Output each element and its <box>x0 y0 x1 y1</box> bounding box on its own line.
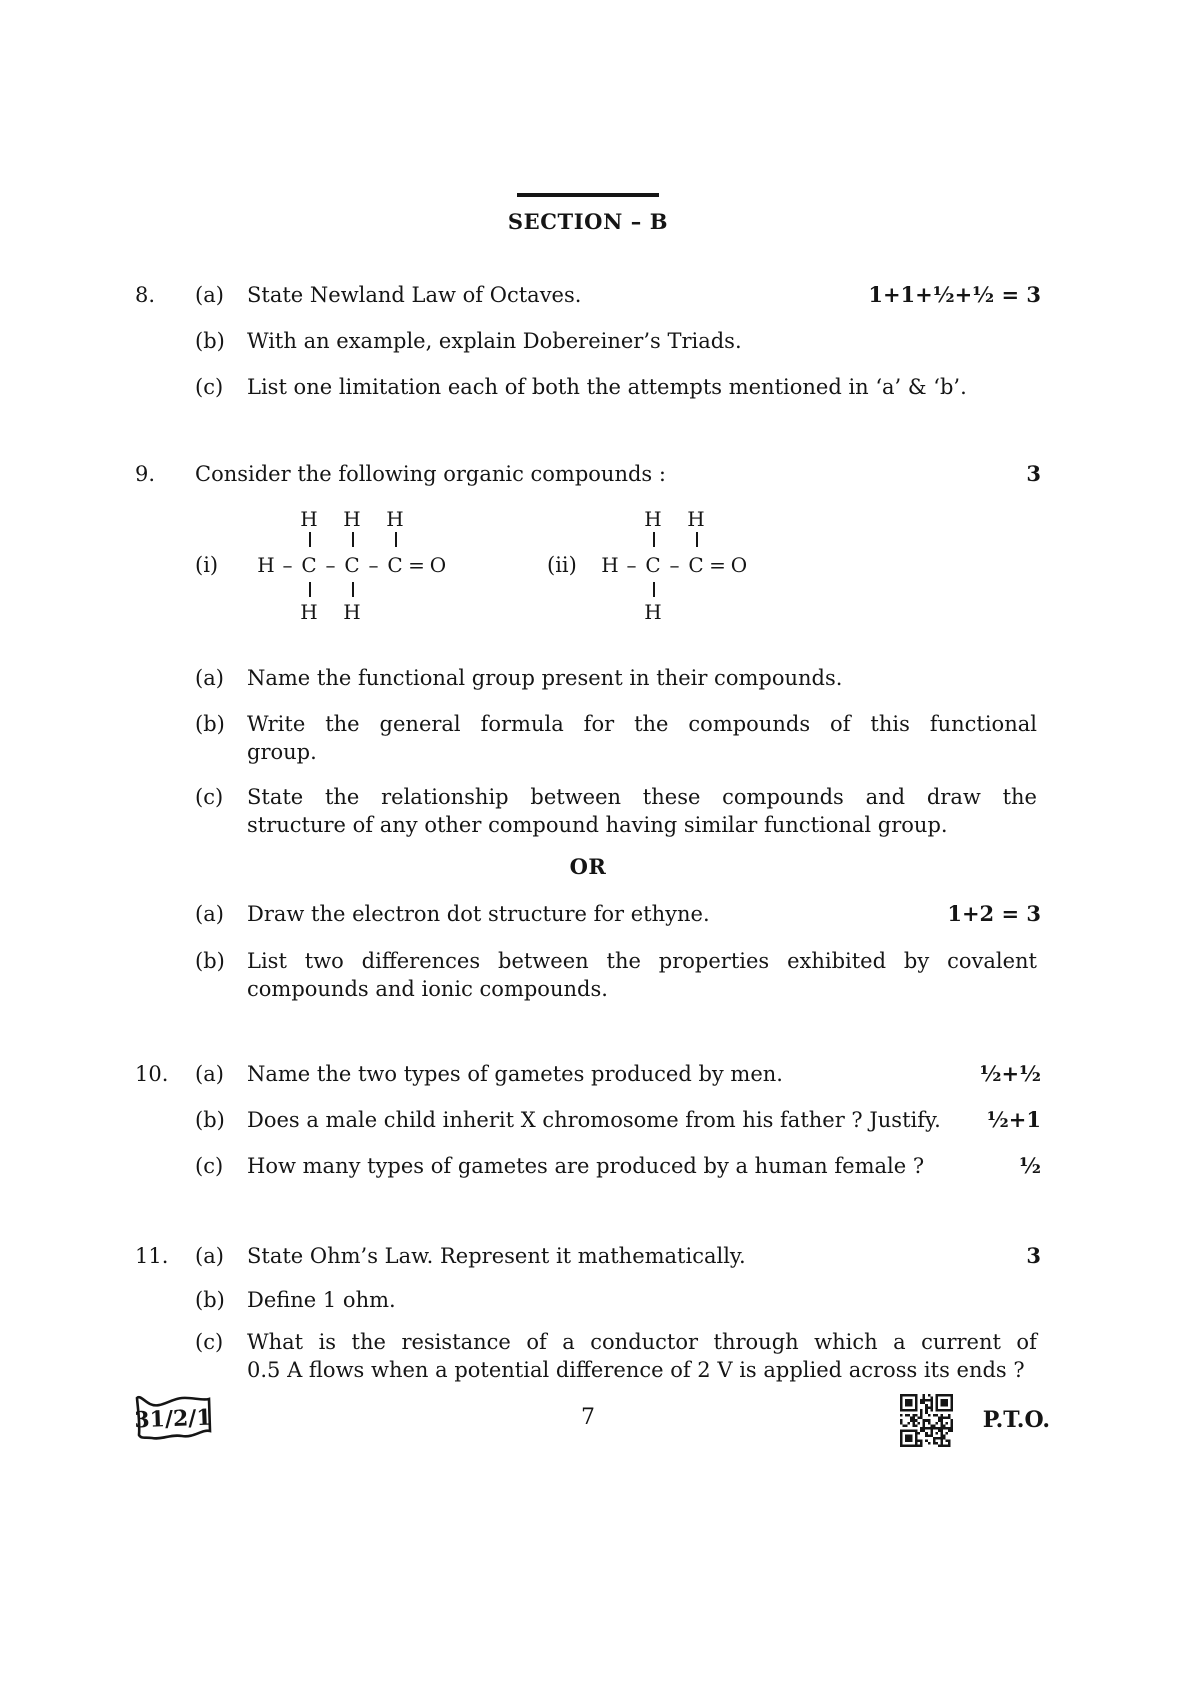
marks: 3 <box>1026 1242 1041 1268</box>
or-separator: OR <box>569 853 607 879</box>
question-11-part-c <box>135 1328 1041 1384</box>
qr-code <box>900 1394 953 1447</box>
question-8-part-b <box>135 327 1041 355</box>
question-9-part-c <box>135 783 1041 839</box>
question-11-part-a <box>135 1242 1041 1270</box>
part-label: (a) <box>195 1061 224 1086</box>
paper-code: 31/2/1 <box>133 1404 213 1434</box>
question-number: 10. <box>135 1061 169 1086</box>
question-8-part-c <box>135 373 1041 401</box>
page-number: 7 <box>581 1405 595 1430</box>
part-text: State the relationship between these compounds and draw the structure of any other compound having similar functional group. <box>247 784 1037 837</box>
part-text: Draw the electron dot structure for ethyne. <box>247 901 710 926</box>
part-text: Name the two types of gametes produced by men. <box>247 1061 783 1086</box>
part-label: (b) <box>195 711 225 736</box>
part-label: (b) <box>195 948 225 973</box>
marks: ½ <box>1019 1152 1041 1178</box>
part-label: (a) <box>195 901 224 926</box>
part-text: State Newland Law of Octaves. <box>247 282 582 307</box>
part-text: State Ohm’s Law. Represent it mathematically. <box>247 1243 746 1268</box>
question-9-stem <box>135 460 1041 488</box>
part-label: (c) <box>195 784 224 809</box>
part-label: (c) <box>195 1329 224 1354</box>
question-8-part-a <box>135 281 1041 309</box>
structure-i-propanal: H – H C H – H C H – H C = O <box>257 506 447 624</box>
question-number: 8. <box>135 282 156 307</box>
part-text: With an example, explain Dobereiner’s Triads. <box>247 328 742 353</box>
question-10-part-a <box>135 1060 1041 1088</box>
part-text: Define 1 ohm. <box>247 1287 396 1312</box>
question-11-part-b <box>135 1286 1041 1314</box>
question-9-or-part-a <box>135 900 1041 928</box>
part-label: (a) <box>195 1243 224 1268</box>
marks: ½+1 <box>986 1106 1041 1132</box>
part-label: (b) <box>195 328 225 353</box>
marks: 1+1+½+½ = 3 <box>868 281 1041 307</box>
part-text: List one limitation each of both the attempts mentioned in ‘a’ & ‘b’. <box>247 374 967 399</box>
question-number: 9. <box>135 461 156 486</box>
question-stem: Consider the following organic compounds : <box>195 461 666 486</box>
part-text: Write the general formula for the compounds of this functional group. <box>247 711 1037 764</box>
marks: ½+½ <box>979 1060 1041 1086</box>
structure-ii-ethanal: H – H C H – H C = O <box>601 506 748 624</box>
part-text: What is the resistance of a conductor through which a current of 0.5 A flows when a potential difference of 2 V is applied across its ends ? <box>247 1329 1037 1382</box>
part-label: (c) <box>195 374 224 399</box>
part-label: (b) <box>195 1107 225 1132</box>
question-9-part-a <box>135 664 1041 692</box>
section-title: SECTION – B <box>507 208 669 234</box>
question-10-part-b <box>135 1106 1041 1134</box>
pto-label: P.T.O. <box>982 1407 1050 1433</box>
question-9-or-part-b <box>135 947 1041 1003</box>
page-content <box>135 0 1041 1384</box>
part-label: (a) <box>195 282 224 307</box>
page-footer <box>133 1390 1050 1450</box>
question-number: 11. <box>135 1243 169 1268</box>
section-rule <box>517 193 659 197</box>
organic-structures <box>135 504 1041 626</box>
part-text: How many types of gametes are produced by a human female ? <box>247 1153 925 1178</box>
question-10-part-c <box>135 1152 1041 1180</box>
part-label: (a) <box>195 665 224 690</box>
part-text: List two differences between the properties exhibited by covalent compounds and ionic compounds. <box>247 948 1037 1001</box>
marks: 1+2 = 3 <box>947 900 1041 926</box>
structure-label: (i) <box>195 552 219 577</box>
marks: 3 <box>1026 460 1041 486</box>
structure-label: (ii) <box>547 552 577 577</box>
part-text: Name the functional group present in their compounds. <box>247 665 843 690</box>
question-9-part-b <box>135 710 1041 766</box>
part-text: Does a male child inherit X chromosome from his father ? Justify. <box>247 1107 941 1132</box>
part-label: (c) <box>195 1153 224 1178</box>
part-label: (b) <box>195 1287 225 1312</box>
